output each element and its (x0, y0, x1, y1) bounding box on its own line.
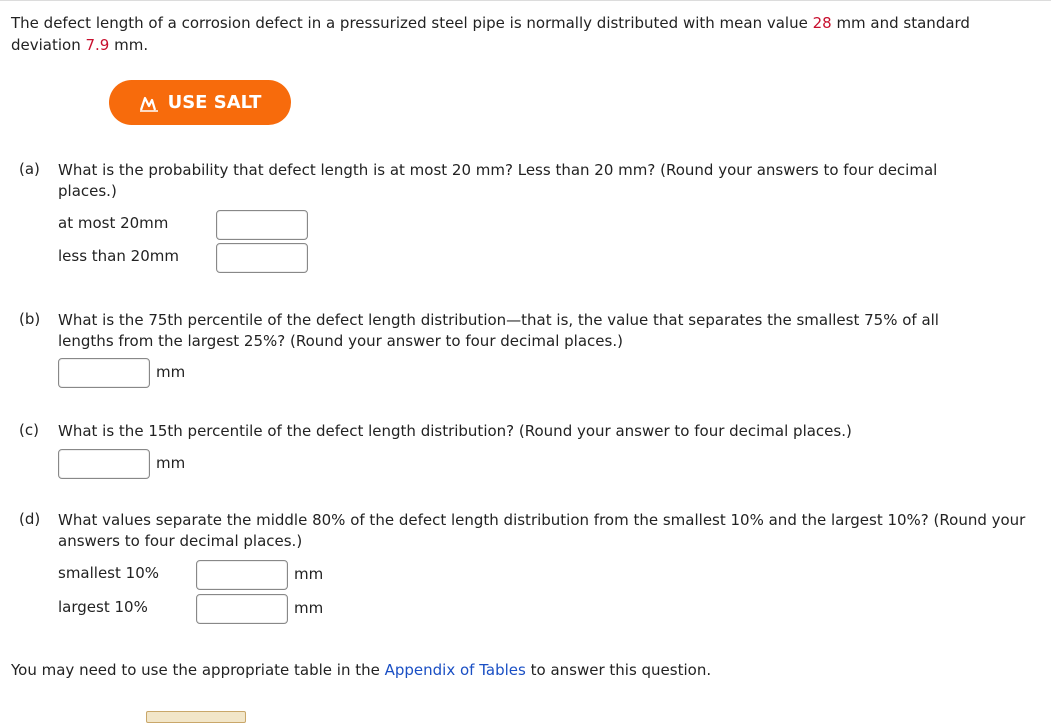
smallest-10-label: smallest 10% (58, 564, 159, 582)
appendix-of-tables-link[interactable]: Appendix of Tables (384, 661, 526, 679)
salt-logo-icon (139, 94, 159, 112)
part-a (19, 160, 1029, 280)
mean-value: 28 (812, 14, 832, 32)
part-a-label: (a) (19, 160, 40, 178)
percentile-15-input[interactable] (58, 449, 150, 479)
appendix-note: You may need to use the appropriate table in the Appendix of Tables to answer this question. (11, 661, 712, 679)
top-divider (0, 0, 1051, 1)
percentile-15-unit: mm (156, 454, 186, 472)
largest-10-input[interactable] (196, 594, 288, 624)
largest-10-label: largest 10% (58, 598, 148, 616)
part-b-label: (b) (19, 310, 41, 328)
percentile-75-input[interactable] (58, 358, 150, 388)
largest-10-unit: mm (294, 599, 324, 617)
smallest-10-input[interactable] (196, 560, 288, 590)
smallest-10-unit: mm (294, 565, 324, 583)
partial-button-bottom[interactable] (146, 711, 246, 723)
part-d-question: What values separate the middle 80% of the defect length distribution from the smallest 10% and the largest 10%? (Round your answers to four decimal places.) (58, 511, 1026, 550)
part-b (19, 310, 1029, 390)
at-most-20-input[interactable] (216, 210, 308, 240)
percentile-75-unit: mm (156, 363, 186, 381)
part-d-label: (d) (19, 510, 41, 528)
part-c (19, 421, 1029, 481)
sd-value: 7.9 (85, 36, 110, 54)
problem-statement: The defect length of a corrosion defect in a pressurized steel pipe is normally distributed with mean value 28 mm and standard deviation 7.9 mm. (11, 14, 970, 54)
less-than-20-label: less than 20mm (58, 247, 179, 265)
part-d (19, 510, 1044, 630)
part-c-label: (c) (19, 421, 39, 439)
part-c-question: What is the 15th percentile of the defect length distribution? (Round your answer to four decimal places.) (58, 422, 852, 440)
part-a-question: What is the probability that defect length is at most 20 mm? Less than 20 mm? (Round your answers to four decimal places.) (58, 161, 938, 200)
less-than-20-input[interactable] (216, 243, 308, 273)
at-most-20-label: at most 20mm (58, 214, 169, 232)
use-salt-button[interactable] (109, 80, 291, 125)
use-salt-label: USE SALT (167, 92, 262, 113)
part-b-question: What is the 75th percentile of the defect length distribution—that is, the value that separates the smallest 75% of all lengths from the largest 25%? (Round your answer to four decimal places.) (58, 311, 939, 350)
